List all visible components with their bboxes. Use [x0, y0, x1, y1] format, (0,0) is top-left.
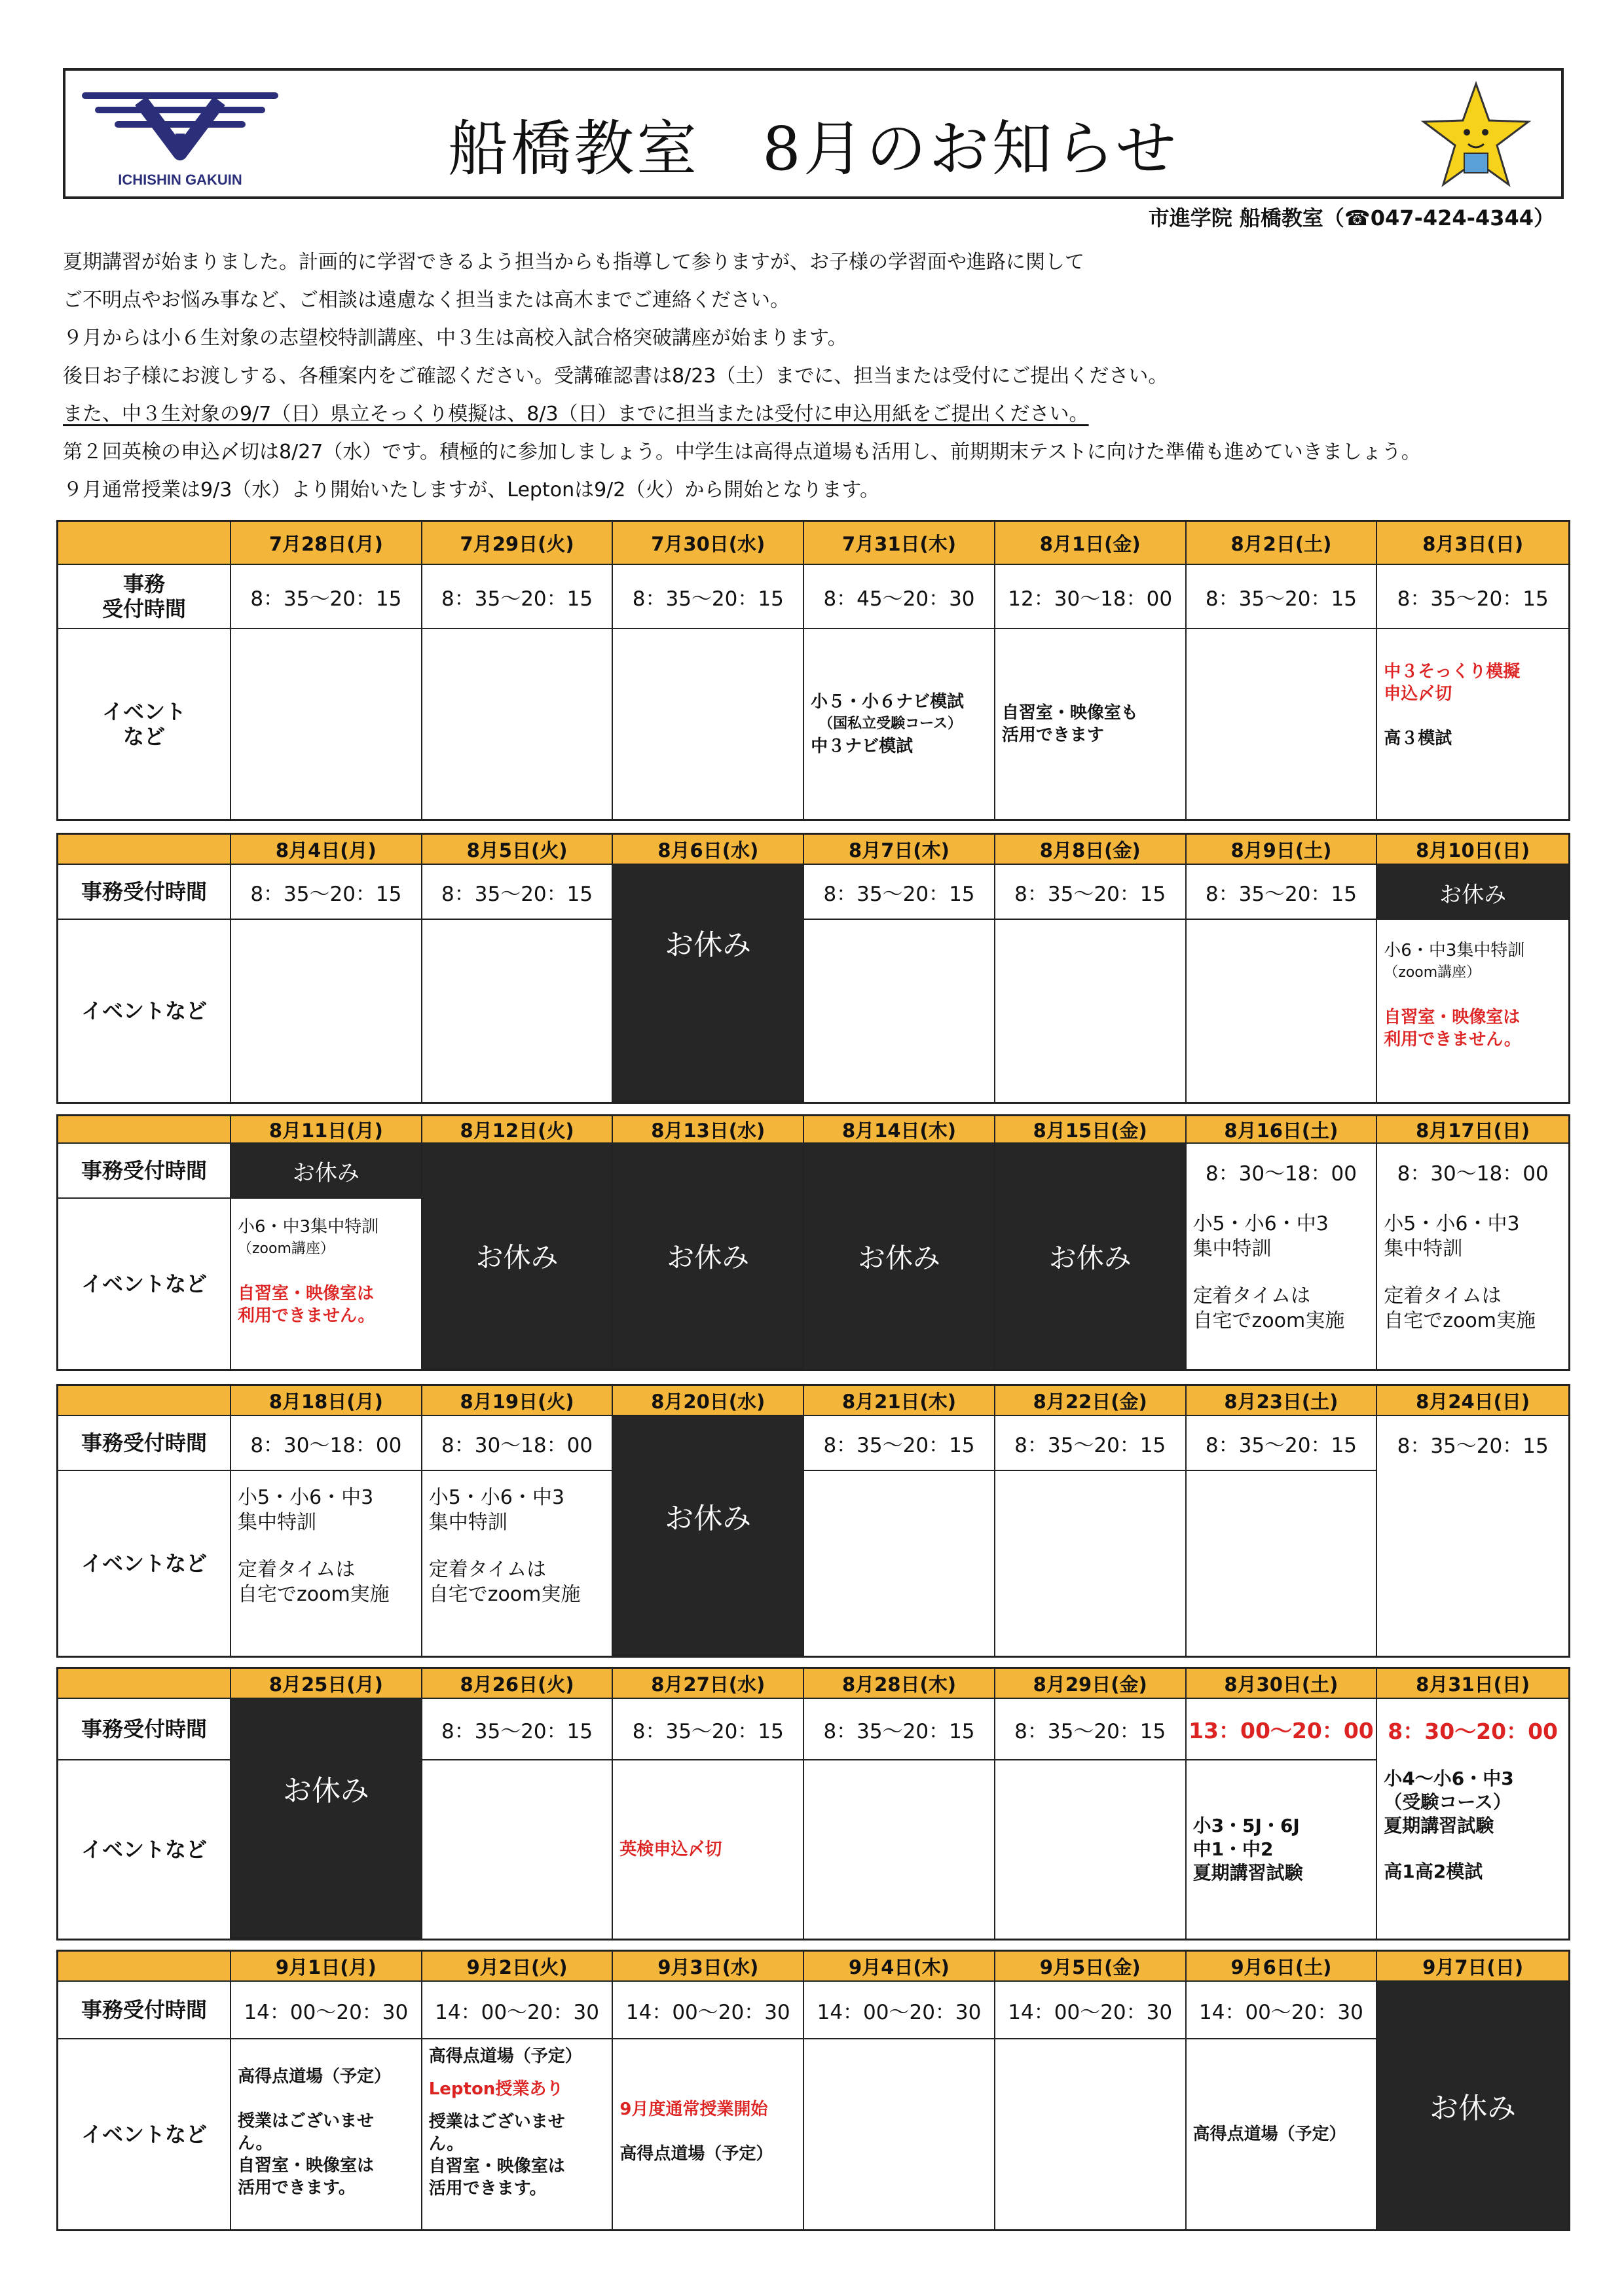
- date-header: 7月31日(木): [804, 522, 995, 565]
- office-hours-cell: 8：35～20：15: [231, 565, 422, 629]
- office-hours-cell: 8：35～20：15: [804, 1699, 995, 1760]
- row-label-office-hours: 事務受付時間: [58, 1982, 231, 2039]
- date-header: 8月25日(月): [231, 1669, 422, 1699]
- event-cell: [995, 1471, 1187, 1656]
- row-label-office-hours: 事務受付時間: [58, 1699, 231, 1760]
- row-label-events: イベント など: [58, 629, 231, 819]
- intro-line: 後日お子様にお渡しする、各種案内をご確認ください。受講確認書は8/23（土）までに、担当または受付にご提出ください。: [63, 365, 1168, 388]
- office-hours-cell: 8：35～20：15: [613, 565, 804, 629]
- office-hours-cell: 8：35～20：15: [1397, 1434, 1549, 1458]
- office-hours-cell: 8：35～20：15: [804, 865, 995, 920]
- date-header: 9月4日(木): [804, 1952, 995, 1982]
- header-corner: [58, 1386, 231, 1416]
- header-corner: [58, 522, 231, 565]
- date-header: 8月5日(火): [422, 835, 614, 865]
- date-header: 8月11日(月): [231, 1116, 422, 1144]
- closed-cell: お休み: [1377, 1982, 1568, 2229]
- event-cell: 小6・中3集中特訓 （zoom講座） 自習室・映像室は 利用できません。: [1384, 941, 1525, 1049]
- office-hours-cell: 8：45～20：30: [804, 565, 995, 629]
- office-hours-cell: 8：30～20：00: [1388, 1718, 1558, 1744]
- date-header: 9月3日(水): [613, 1952, 804, 1982]
- date-header: 8月7日(木): [804, 835, 995, 865]
- event-cell: [422, 1760, 614, 1939]
- date-header: 8月8日(金): [995, 835, 1187, 865]
- event-cell: 高得点道場（予定） 授業はございませ ん。 自習室・映像室は 活用できます。: [231, 2039, 422, 2229]
- row-label-events: イベントなど: [58, 2039, 231, 2229]
- office-hours-cell: 8：30～18：00: [231, 1416, 422, 1471]
- closed-cell: お休み: [1377, 865, 1568, 920]
- office-hours-cell: 8：30～18：00: [1397, 1161, 1549, 1186]
- office-hours-cell: 8：35～20：15: [231, 865, 422, 920]
- event-cell: 小5・小6・中3 集中特訓 定着タイムは 自宅でzoom実施: [1187, 1199, 1378, 1369]
- date-header: 7月28日(月): [231, 522, 422, 565]
- date-header: 8月4日(月): [231, 835, 422, 865]
- date-header: 9月6日(土): [1187, 1952, 1378, 1982]
- week-table-2: [56, 833, 1570, 1104]
- event-cell: 小5・小6・中3 集中特訓 定着タイムは 自宅でzoom実施: [1384, 1212, 1536, 1332]
- event-cell: 小5・小6・中3 集中特訓 定着タイムは 自宅でzoom実施: [231, 1471, 422, 1656]
- header-corner: [58, 1116, 231, 1144]
- date-header: 9月5日(金): [995, 1952, 1187, 1982]
- event-cell: [804, 920, 995, 1102]
- week-table-6: [56, 1950, 1570, 2231]
- event-cell: [1377, 1471, 1568, 1656]
- office-hours-cell: 14：00～20：30: [231, 1982, 422, 2039]
- office-hours-cell: 8：35～20：15: [1187, 565, 1378, 629]
- svg-text:ICHISHIN GAKUIN: ICHISHIN GAKUIN: [118, 172, 242, 188]
- date-header: 9月1日(月): [231, 1952, 422, 1982]
- closed-cell: お休み: [613, 1144, 804, 1369]
- office-hours-cell: 14：00～20：30: [1187, 1982, 1378, 2039]
- closed-cell: お休み: [231, 1699, 422, 1939]
- office-hours-cell: 8：35～20：15: [422, 565, 614, 629]
- date-header: 8月12日(火): [422, 1116, 614, 1144]
- header-corner: [58, 1669, 231, 1699]
- event-cell: [804, 1471, 995, 1656]
- header-corner: [58, 1952, 231, 1982]
- event-cell: [1187, 920, 1378, 1102]
- office-hours-cell: 12：30～18：00: [995, 565, 1187, 629]
- row-label-office-hours: 事務受付時間: [58, 865, 231, 920]
- closed-cell: お休み: [422, 1144, 614, 1369]
- star-mascot-icon: [1417, 80, 1535, 192]
- event-cell: [995, 1760, 1187, 1939]
- date-header: 8月29日(金): [995, 1669, 1187, 1699]
- date-header: 8月9日(土): [1187, 835, 1378, 865]
- row-label-events: イベントなど: [58, 920, 231, 1102]
- intro-line: 夏期講習が始まりました。計画的に学習できるよう担当からも指導して参りますが、お子様の学習面や進路に関して: [63, 251, 1084, 274]
- closed-cell: お休み: [613, 1416, 804, 1656]
- event-cell: 小4～小6・中3 （受験コース） 夏期講習試験 高1高2模試: [1384, 1768, 1514, 1882]
- office-hours-cell: 8：35～20：15: [1187, 865, 1378, 920]
- row-label-office-hours: 事務受付時間: [58, 1144, 231, 1199]
- week-table-5: [56, 1667, 1570, 1941]
- date-header: 8月27日(水): [613, 1669, 804, 1699]
- office-hours-cell: 14：00～20：30: [804, 1982, 995, 2039]
- office-hours-cell: 8：35～20：15: [1187, 1416, 1378, 1471]
- date-header: 8月2日(土): [1187, 522, 1378, 565]
- date-header: 8月21日(木): [804, 1386, 995, 1416]
- event-cell: 自習室・映像室も 活用できます: [995, 629, 1187, 819]
- date-header: 8月28日(木): [804, 1669, 995, 1699]
- office-hours-cell: 8：35～20：15: [613, 1699, 804, 1760]
- event-cell: 9月度通常授業開始 高得点道場（予定）: [613, 2039, 804, 2229]
- date-header: 8月23日(土): [1187, 1386, 1378, 1416]
- event-cell: 小５・小６ナビ模試 （国私立受験コース） 中３ナビ模試: [804, 629, 995, 819]
- intro-line: ９月通常授業は9/3（水）より開始いたしますが、Leptonは9/2（火）から開始となります。: [63, 479, 879, 501]
- date-header: 8月17日(日): [1377, 1116, 1568, 1144]
- event-cell: 小5・小6・中3 集中特訓 定着タイムは 自宅でzoom実施: [422, 1471, 614, 1656]
- date-header: 8月22日(金): [995, 1386, 1187, 1416]
- intro-line-underlined: また、中３生対象の9/7（日）県立そっくり模擬は、8/3（日）までに担当または受付に申込用紙をご提出ください。: [63, 403, 1089, 426]
- date-header: 8月3日(日): [1377, 522, 1568, 565]
- date-header: 9月2日(火): [422, 1952, 614, 1982]
- closed-cell: お休み: [995, 1144, 1187, 1369]
- office-hours-cell: 14：00～20：30: [995, 1982, 1187, 2039]
- office-hours-cell: 14：00～20：30: [613, 1982, 804, 2039]
- event-cell: [804, 1760, 995, 1939]
- event-cell: [804, 2039, 995, 2229]
- date-header: 8月10日(日): [1377, 835, 1568, 865]
- date-header: 8月16日(土): [1187, 1116, 1378, 1144]
- date-header: 7月30日(水): [613, 522, 804, 565]
- date-header: 8月6日(水): [613, 835, 804, 865]
- office-hours-cell: 14：00～20：30: [422, 1982, 614, 2039]
- intro-text: [63, 244, 1569, 509]
- event-cell: 高得点道場（予定）: [1187, 2039, 1378, 2229]
- office-hours-cell: 8：35～20：15: [995, 865, 1187, 920]
- header-corner: [58, 835, 231, 865]
- office-hours-cell: 8：35～20：15: [995, 1699, 1187, 1760]
- event-cell: 小3・5J・6J 中1・中2 夏期講習試験: [1187, 1760, 1378, 1939]
- row-label-events: イベントなど: [58, 1760, 231, 1939]
- date-header: 8月1日(金): [995, 522, 1187, 565]
- date-header: 8月15日(金): [995, 1116, 1187, 1144]
- event-cell: [231, 920, 422, 1102]
- intro-line: ９月からは小６生対象の志望校特訓講座、中３生は高校入試合格突破講座が始まります。: [63, 327, 847, 350]
- event-cell: [995, 920, 1187, 1102]
- closed-cell: お休み: [613, 865, 804, 1102]
- event-cell: [1187, 629, 1378, 819]
- date-header: 8月18日(月): [231, 1386, 422, 1416]
- date-header: 7月29日(火): [422, 522, 614, 565]
- week-table-1: [56, 520, 1570, 821]
- office-hours-cell: 8：30～18：00: [422, 1416, 614, 1471]
- header-box: [63, 68, 1564, 199]
- office-hours-cell: 8：35～20：15: [804, 1416, 995, 1471]
- office-hours-cell: 8：35～20：15: [1377, 565, 1568, 629]
- event-cell: 英検申込〆切: [613, 1760, 804, 1939]
- week-table-3: [56, 1114, 1570, 1371]
- row-label-office-hours: 事務 受付時間: [58, 565, 231, 629]
- date-header: 9月7日(日): [1377, 1952, 1568, 1982]
- event-cell: [995, 2039, 1187, 2229]
- date-header: 8月26日(火): [422, 1669, 614, 1699]
- date-header: 8月24日(日): [1377, 1386, 1568, 1416]
- event-cell: 高得点道場（予定） Lepton授業あり 授業はございませ ん。 自習室・映像室は 活用できます。: [422, 2039, 614, 2229]
- event-cell: [422, 920, 614, 1102]
- event-cell: [422, 629, 614, 819]
- date-header: 8月31日(日): [1377, 1669, 1568, 1699]
- week-table-4: [56, 1384, 1570, 1658]
- date-header: 8月14日(木): [804, 1116, 995, 1144]
- office-hours-cell: 8：30～18：00: [1187, 1144, 1378, 1199]
- event-cell: 中３そっくり模擬 申込〆切 高３模試: [1384, 662, 1521, 748]
- office-hours-cell: 8：35～20：15: [995, 1416, 1187, 1471]
- intro-line: 第２回英検の申込〆切は8/27（水）です。積極的に参加しましょう。中学生は高得点道場も活用し、前期期末テストに向けた準備も進めていきましょう。: [63, 441, 1421, 464]
- event-cell: [613, 629, 804, 819]
- event-cell: [231, 629, 422, 819]
- date-header: 8月13日(水): [613, 1116, 804, 1144]
- intro-line: ご不明点やお悩み事など、ご相談は遠慮なく担当または高木までご連絡ください。: [63, 289, 790, 312]
- row-label-office-hours: 事務受付時間: [58, 1416, 231, 1471]
- row-label-events: イベントなど: [58, 1199, 231, 1369]
- event-cell: [1187, 1471, 1378, 1656]
- contact-info: 市進学院 船橋教室（☎047-424-4344）: [1148, 206, 1555, 230]
- date-header: 8月30日(土): [1187, 1669, 1378, 1699]
- closed-cell: お休み: [231, 1144, 422, 1199]
- date-header: 8月20日(水): [613, 1386, 804, 1416]
- row-label-events: イベントなど: [58, 1471, 231, 1656]
- office-hours-cell: 8：35～20：15: [422, 1699, 614, 1760]
- office-hours-cell: 8：35～20：15: [422, 865, 614, 920]
- event-cell: 小6・中3集中特訓 （zoom講座） 自習室・映像室は 利用できません。: [231, 1199, 422, 1369]
- date-header: 8月19日(火): [422, 1386, 614, 1416]
- closed-cell: お休み: [804, 1144, 995, 1369]
- office-hours-cell: 13：00～20：00: [1187, 1699, 1378, 1760]
- page-title: 船橋教室 8月のお知らせ: [448, 114, 1179, 184]
